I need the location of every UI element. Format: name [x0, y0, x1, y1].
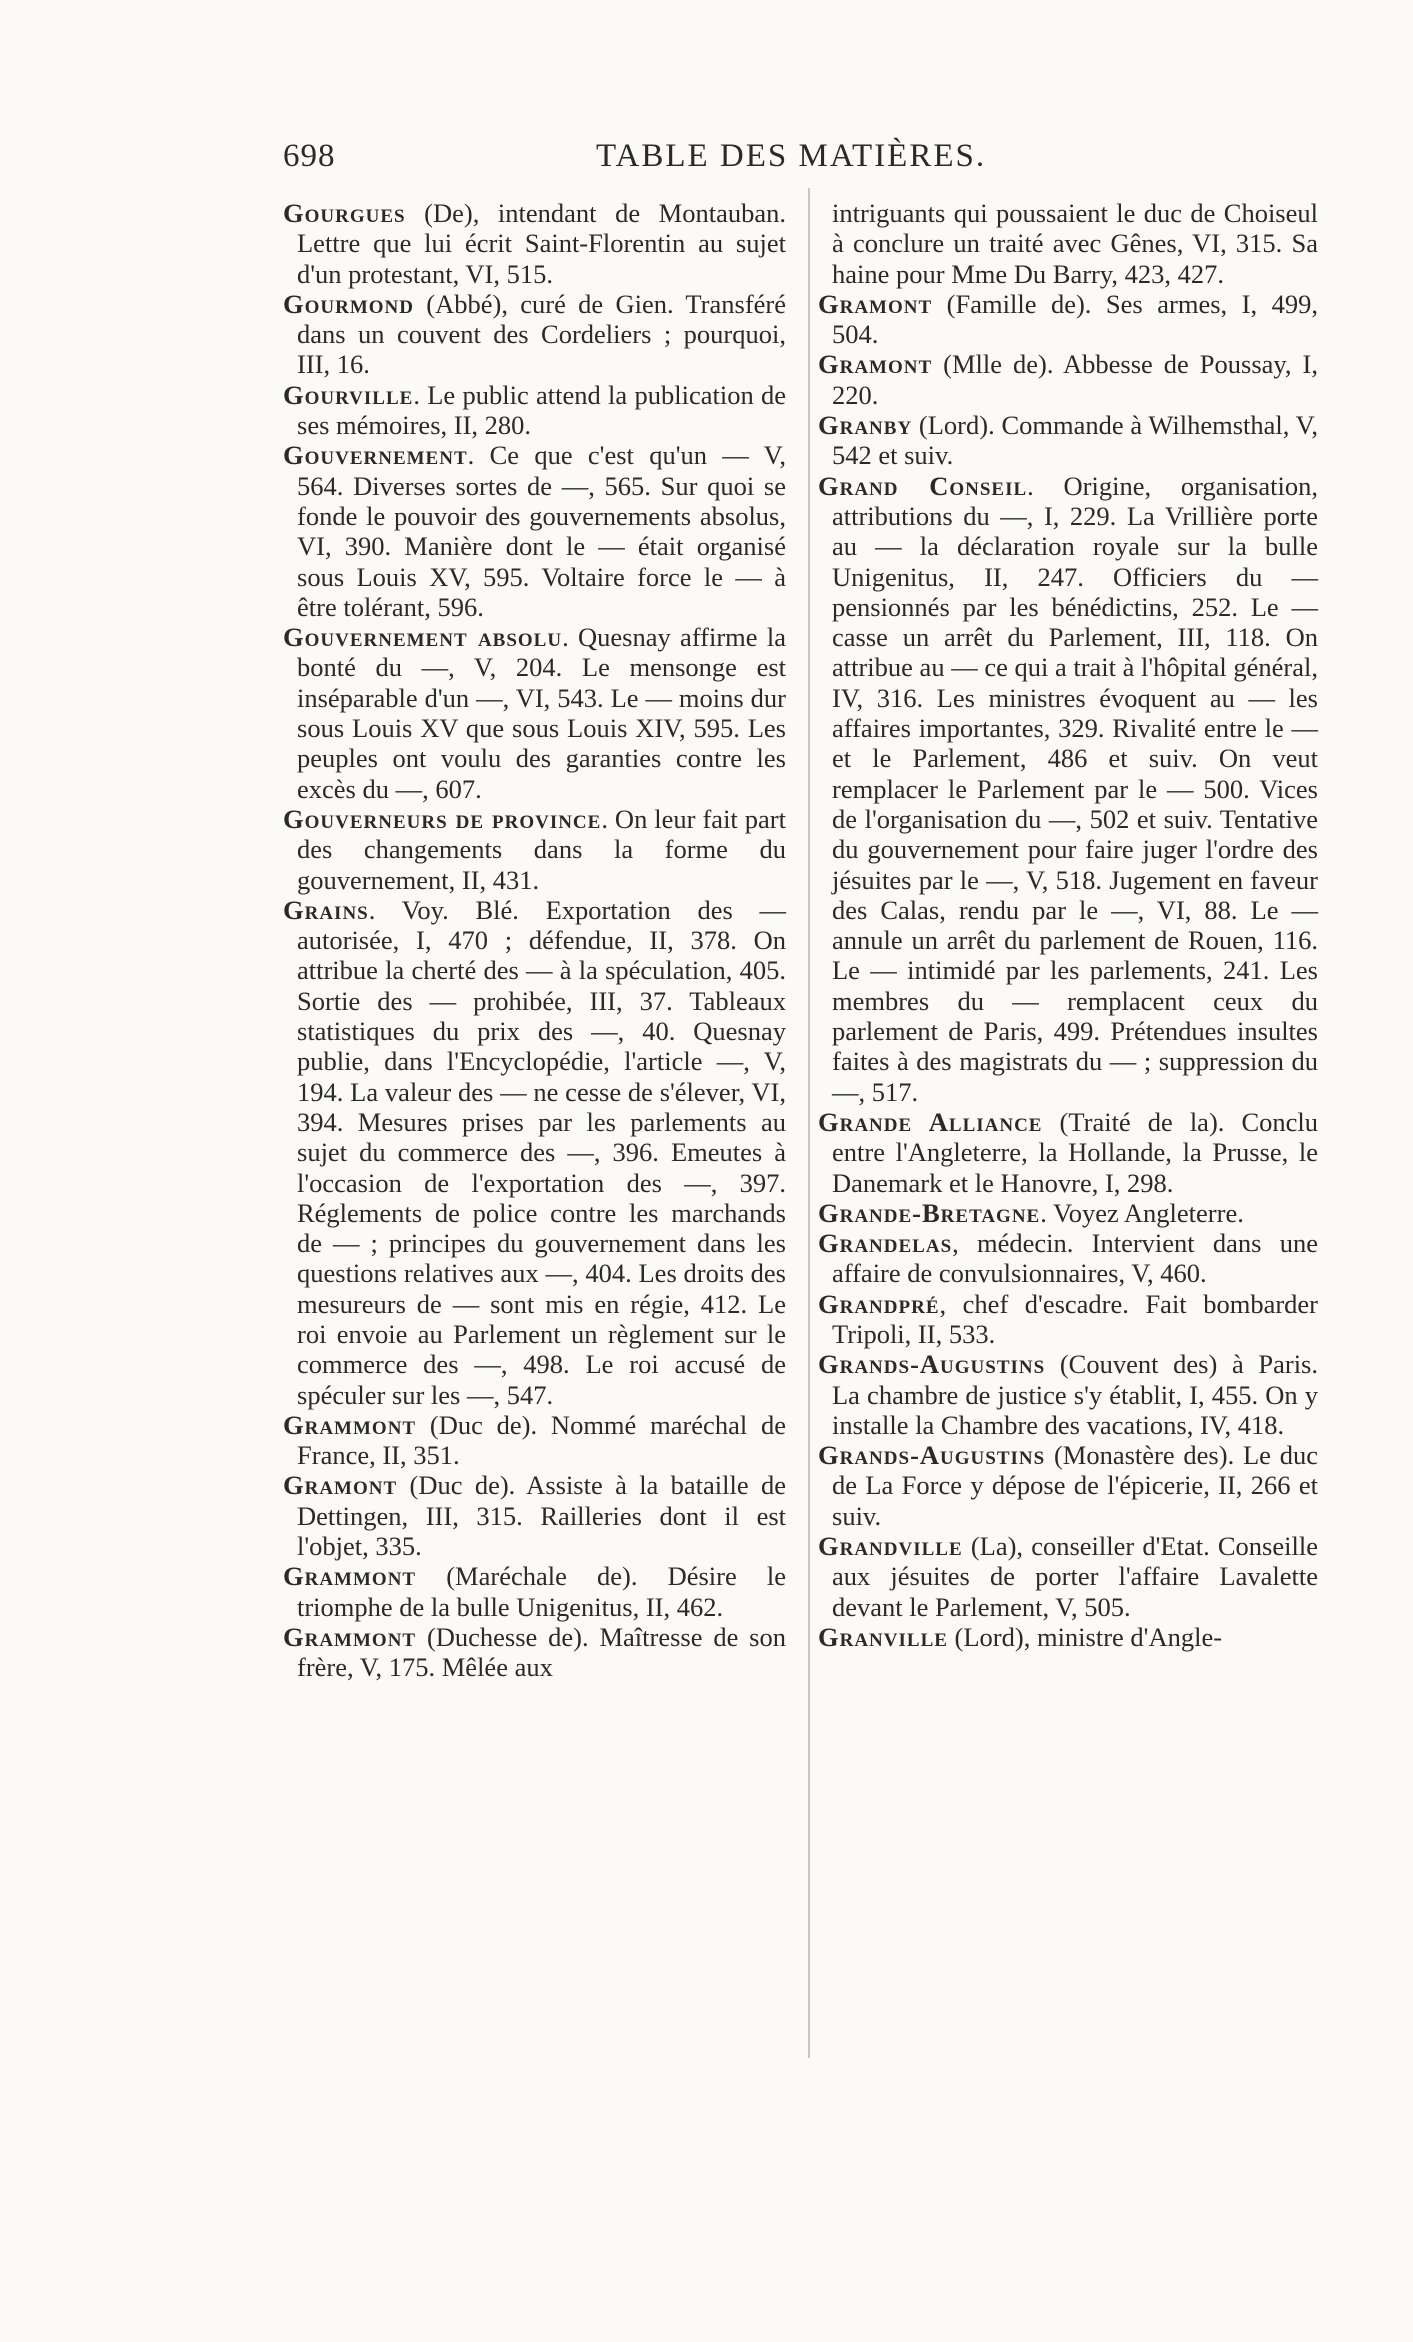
entry-text: . Origine, organisation, attributions du —, I, 229. La Vrillière porte au — la déclaration royale sur la bulle Unigenitus, II, 247. Officiers du — pensionnés par les bénédictins, 252. Le — casse un arrêt du Parlement, III, 118. On attribue au — ce qui a trait à l'hôpital général, IV, 316. Les ministres évoquent au — les affaires importantes, 329. Rivalité entre le — et le Parlement, 486 et suiv. On veut remplacer le Parlement par le — 500. Vices de l'organisation du —, 502 et suiv. Tentative du gouvernement pour faire juger l'ordre des jésuites par le —, V, 518. Jugement en faveur des Calas, rendu par le —, VI, 88. Le — annule un arrêt du parlement de Rouen, 116. Le — intimidé par les parlements, 241. Les membres du — remplacent ceux du parlement de Paris, 499. Prétendues insultes faites à des magistrats du — ; suppression du —, 517.	[832, 470, 1318, 1107]
index-entry	[283, 1410, 786, 1471]
entry-headword: Grand Conseil	[818, 470, 1028, 501]
entry-headword: Grammont	[283, 1561, 417, 1592]
running-title: TABLE DES MATIÈRES.	[596, 138, 987, 174]
index-entry	[818, 289, 1318, 350]
entry-text: (Duc de). Assiste à la bataille de Dettingen, III, 315. Railleries dont il est l'objet, 335.	[297, 1470, 786, 1562]
entry-text: (Mlle de). Abbesse de Poussay, I, 220.	[832, 349, 1318, 410]
page-header	[283, 138, 1003, 178]
entry-text: (Maréchale de). Désire le triomphe de la bulle Unigenitus, II, 462.	[297, 1561, 786, 1622]
entry-text: . Quesnay affirme la bonté du —, V, 204. Le mensonge est inséparable d'un —, VI, 543. Le — moins dur sous Louis XV que sous Louis XIV, 595. Les peuples ont voulu des garanties contre les excès du —, 607.	[297, 622, 786, 804]
entry-headword: Grands-Augustins	[818, 1440, 1046, 1471]
entry-headword: Gramont	[818, 349, 933, 380]
index-entry	[818, 1440, 1318, 1531]
index-entry	[283, 1470, 786, 1561]
left-column	[283, 198, 786, 1683]
entry-text: . Le public attend la publication de ses mémoires, II, 280.	[297, 379, 786, 441]
entry-text: (Lord). Commande à Wilhemsthal, V, 542 et suiv.	[832, 410, 1318, 471]
entry-text: (Traité de la). Conclu entre l'Angleterre, la Hollande, la Prusse, le Danemark et le Hanovre, I, 298.	[832, 1106, 1318, 1198]
entry-headword: Grandelas	[818, 1228, 953, 1259]
entry-text: (Duchesse de). Maîtresse de son frère, V, 175. Mêlée aux	[297, 1621, 786, 1683]
entry-text: (Monastère des). Le duc de La Force y dépose de l'épicerie, II, 266 et suiv.	[832, 1440, 1318, 1531]
right-column	[818, 198, 1318, 1652]
entry-headword: Grains	[283, 894, 369, 925]
entry-headword: Grande Alliance	[818, 1106, 1043, 1137]
entry-headword: Grandville	[818, 1531, 963, 1562]
index-entry	[283, 622, 786, 804]
entry-text: . Ce que c'est qu'un — V, 564. Diverses sortes de —, 565. Sur quoi se fonde le pouvoir des gouvernements absolus, VI, 390. Manière dont le — était organisé sous Louis XV, 595. Voltaire force le — à être tolérant, 596.	[297, 440, 786, 622]
entry-headword: Gouvernement	[283, 440, 468, 471]
entry-headword: Grande-Bretagne	[818, 1197, 1041, 1228]
entry-headword: Grammont	[283, 1409, 417, 1440]
entry-headword: Granville	[818, 1621, 948, 1652]
entry-headword: Gouverneurs de province	[283, 803, 602, 834]
index-entry	[818, 1349, 1318, 1440]
index-entry	[283, 440, 786, 622]
entry-headword: Granby	[818, 410, 913, 441]
entry-text: (De), intendant de Montauban. Lettre que lui écrit Saint-Florentin au sujet d'un protestant, VI, 515.	[297, 198, 786, 289]
index-entry	[283, 1622, 786, 1683]
entry-text: (Lord), ministre d'Angle-	[947, 1621, 1223, 1652]
page-number: 698	[283, 138, 336, 174]
entry-text: . Voy. Blé. Exportation des — autorisée, I, 470 ; défendue, II, 378. On attribue la cherté des — à la spéculation, 405. Sortie des — prohibée, III, 37. Tableaux statistiques du prix des —, 40. Quesnay publie, dans l'Encyclopédie, l'article —, V, 194. La valeur des — ne cesse de s'élever, VI, 394. Mesures prises par les parlements au sujet du commerce des —, 396. Emeutes à l'occasion de l'exportation des —, 397. Réglements de police contre les marchands de — ; principes du gouvernement dans les questions relatives aux —, 404. Les droits des mesureurs de — sont mis en régie, 412. Le roi envoie au Parlement un règlement sur le commerce des —, 498. Le roi accusé de spéculer sur les —, 547.	[297, 894, 786, 1410]
entry-text: (Duc de). Nommé maréchal de France, II, 351.	[297, 1409, 786, 1471]
index-entry	[283, 380, 786, 441]
index-entry	[283, 804, 786, 895]
entry-headword: Gourgues	[283, 198, 406, 228]
entry-text: , médecin. Intervient dans une affaire de convulsionnaires, V, 460.	[832, 1228, 1318, 1289]
index-entry	[818, 471, 1318, 1107]
index-entry	[283, 289, 786, 380]
entry-text: (Couvent des) à Paris. La chambre de justice s'y établit, I, 455. On y installe la Chambre des vacations, IV, 418.	[832, 1349, 1318, 1440]
entry-headword: Grammont	[283, 1621, 417, 1652]
entry-text: . Voyez Angleterre.	[1040, 1197, 1244, 1228]
index-entry	[283, 1561, 786, 1622]
entry-headword: Gourmond	[283, 288, 414, 319]
entry-headword: Grandpré	[818, 1288, 940, 1319]
entry-text: intriguants qui poussaient le duc de Choiseul à conclure un traité avec Gênes, VI, 315. Sa haine pour Mme Du Barry, 423, 427.	[832, 198, 1318, 289]
index-entry	[818, 1289, 1318, 1350]
index-entry	[818, 198, 1318, 289]
index-entry	[818, 1228, 1318, 1289]
entry-text: . On leur fait part des changements dans la forme du gouvernement, II, 431.	[297, 803, 786, 895]
entry-text: (Abbé), curé de Gien. Transféré dans un couvent des Cordeliers ; pourquoi, III, 16.	[297, 288, 786, 380]
entry-headword: Gourville	[283, 379, 414, 410]
index-entry	[818, 410, 1318, 471]
entry-text: , chef d'escadre. Fait bombarder Tripoli, II, 533.	[832, 1288, 1318, 1349]
entry-headword: Gramont	[283, 1470, 398, 1501]
index-entry	[818, 1622, 1318, 1652]
column-divider	[808, 188, 810, 2058]
index-entry	[818, 1531, 1318, 1622]
index-entry	[283, 895, 786, 1410]
entry-headword: Gouvernement absolu	[283, 622, 563, 653]
index-entry	[283, 198, 786, 289]
entry-text: (Famille de). Ses armes, I, 499, 504.	[832, 288, 1318, 350]
entry-headword: Gramont	[818, 288, 933, 319]
index-entry	[818, 1198, 1318, 1228]
entry-text: (La), conseiller d'Etat. Conseille aux jésuites de porter l'affaire Lavalette devant le Parlement, V, 505.	[832, 1531, 1318, 1622]
entry-headword: Grands-Augustins	[818, 1349, 1046, 1380]
index-entry	[818, 349, 1318, 410]
index-entry	[818, 1107, 1318, 1198]
